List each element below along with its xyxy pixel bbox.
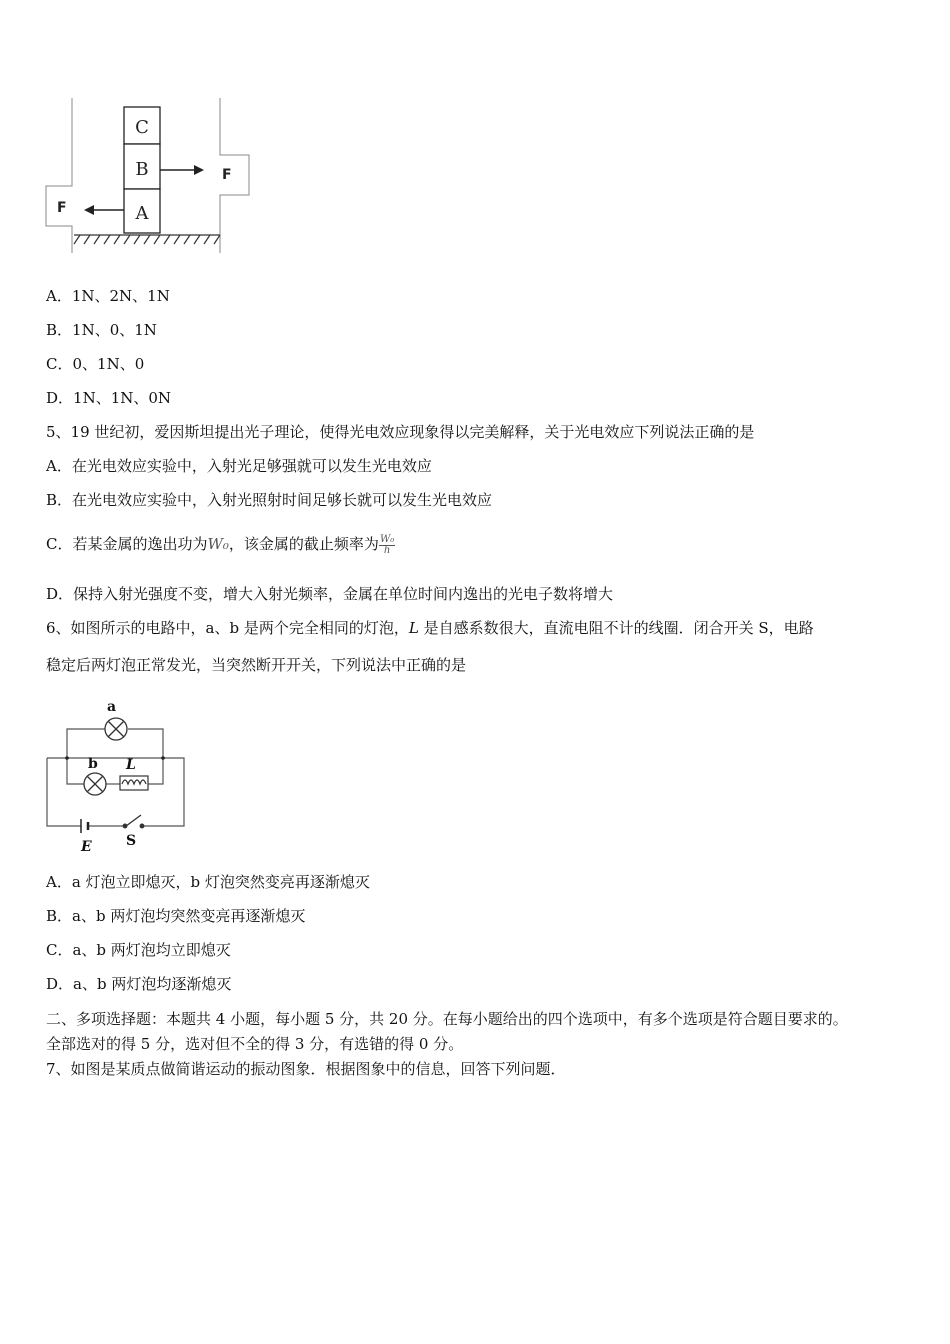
q6-option-b: B．a、b 两灯泡均突然变亮再逐渐熄灭 bbox=[46, 907, 306, 925]
switch-label: S bbox=[126, 833, 137, 849]
q6-stem-post: 是自感系数很大，直流电阻不计的线圈．闭合开关 S，电路 bbox=[418, 619, 814, 637]
switch-icon bbox=[123, 815, 144, 828]
block-a-label: A bbox=[135, 203, 149, 224]
battery-icon bbox=[81, 819, 88, 833]
cutoff-frequency-fraction bbox=[379, 535, 395, 556]
fraction-denominator: h bbox=[383, 544, 391, 556]
force-label-right: F bbox=[222, 167, 232, 183]
block-c-label: C bbox=[135, 117, 149, 138]
section2-heading-line2: 全部选对的得 5 分，选对但不全的得 3 分，有选错的得 0 分。 bbox=[46, 1035, 464, 1053]
q6-stem-line1 bbox=[46, 618, 814, 638]
q4-option-b: B．1N、0、1N bbox=[46, 321, 157, 339]
q5-option-c-middle: ，该金属的截止频率为 bbox=[228, 535, 379, 553]
inductor-coil-icon bbox=[120, 776, 148, 790]
fraction-numerator: W₀ bbox=[379, 533, 395, 545]
q4-option-a: A．1N、2N、1N bbox=[46, 287, 170, 305]
q6-stem-pre: 6、如图所示的电路中，a、b 是两个完全相同的灯泡， bbox=[46, 619, 409, 637]
work-function-symbol: W₀ bbox=[207, 535, 229, 553]
lamp-b-icon bbox=[84, 773, 106, 795]
q5-option-a: A．在光电效应实验中，入射光足够强就可以发生光电效应 bbox=[46, 457, 432, 475]
q4-option-c: C．0、1N、0 bbox=[46, 355, 145, 373]
lamp-a-icon bbox=[105, 718, 127, 740]
q6-option-a: A．a 灯泡立即熄灭，b 灯泡突然变亮再逐渐熄灭 bbox=[46, 873, 370, 891]
q4-option-d: D．1N、1N、0N bbox=[46, 389, 172, 407]
inductor-symbol: L bbox=[408, 619, 419, 637]
q6-option-c: C．a、b 两灯泡均立即熄灭 bbox=[46, 941, 231, 959]
q5-option-c-prefix: C．若某金属的逸出功为 bbox=[46, 535, 208, 553]
q5-option-b: B．在光电效应实验中，入射光照射时间足够长就可以发生光电效应 bbox=[46, 491, 493, 509]
lamp-a-label: a bbox=[107, 699, 117, 715]
q6-stem-line2: 稳定后两灯泡正常发光，当突然断开开关，下列说法中正确的是 bbox=[46, 656, 467, 674]
q5-stem: 5、19 世纪初，爱因斯坦提出光子理论，使得光电效应现象得以完美解释，关于光电效应下列说法正确的是 bbox=[46, 423, 755, 441]
battery-label: E bbox=[81, 839, 92, 854]
q5-option-d: D．保持入射光强度不变，增大入射光频率，金属在单位时间内逸出的光电子数将增大 bbox=[46, 585, 614, 603]
inductor-label: L bbox=[126, 757, 136, 773]
force-label-left: F bbox=[57, 200, 67, 216]
blocks-figure bbox=[44, 98, 254, 256]
section2-heading-line1: 二、多项选择题：本题共 4 小题，每小题 5 分，共 20 分。在每小题给出的四个选项中，有多个选项是符合题目要求的。 bbox=[46, 1010, 848, 1028]
block-b-label: B bbox=[135, 159, 149, 180]
lamp-b-label: b bbox=[88, 756, 98, 772]
q6-option-d: D．a、b 两灯泡均逐渐熄灭 bbox=[46, 975, 232, 993]
q5-option-c bbox=[46, 534, 395, 556]
q7-stem: 7、如图是某质点做简谐运动的振动图象．根据图象中的信息，回答下列问题． bbox=[46, 1060, 566, 1078]
circuit-figure bbox=[44, 696, 186, 854]
